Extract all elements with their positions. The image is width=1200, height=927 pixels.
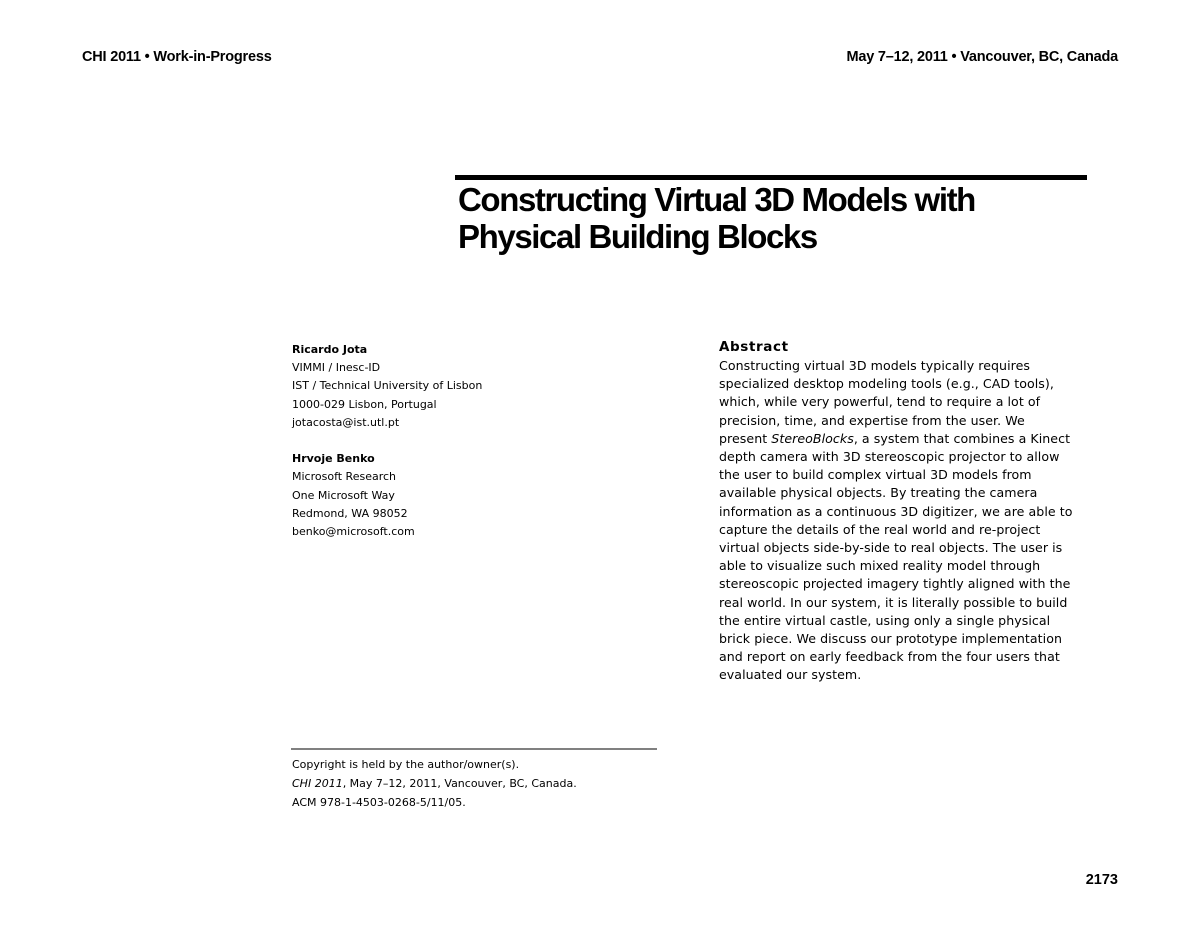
- running-header-left: CHI 2011 • Work-in-Progress: [82, 49, 272, 65]
- abstract-line: information as a continuous 3D digitizer, we are able to: [719, 503, 1073, 519]
- title-rule: [455, 175, 1087, 180]
- abstract-line: available physical objects. By treating the camera: [719, 485, 1038, 501]
- author-block: [292, 341, 482, 432]
- author-email: benko@microsoft.com: [292, 525, 415, 539]
- copyright-block: [292, 755, 577, 812]
- author-address: Redmond, WA 98052: [292, 506, 408, 520]
- abstract-line: brick piece. We discuss our prototype implementation: [719, 631, 1062, 647]
- abstract-line: Constructing virtual 3D models typically requires: [719, 358, 1031, 373]
- author-block: [292, 450, 482, 541]
- abstract-line: depth camera with 3D stereoscopic projector to allow: [719, 449, 1060, 465]
- author-affiliation: Microsoft Research: [292, 470, 397, 484]
- author-affiliation: VIMMI / Inesc-ID: [292, 361, 381, 375]
- copyright-rule: [291, 748, 657, 750]
- conference-details: , May 7–12, 2011, Vancouver, BC, Canada.: [342, 777, 577, 790]
- abstract-line: able to visualize such mixed reality model through: [719, 558, 1041, 574]
- abstract-line: specialized desktop modeling tools (e.g., CAD tools),: [719, 376, 1054, 392]
- paper-title: [458, 181, 1098, 255]
- running-header-right: May 7–12, 2011 • Vancouver, BC, Canada: [846, 49, 1118, 65]
- abstract-line-start: present: [719, 430, 772, 446]
- abstract-line: evaluated our system.: [719, 667, 862, 683]
- author-name: Ricardo Jota: [292, 343, 368, 356]
- page-number: 2173: [1085, 872, 1118, 888]
- abstract-heading: Abstract: [719, 339, 789, 355]
- abstract-line: capture the details of the real world and re-project: [719, 521, 1041, 537]
- abstract-line: which, while very powerful, tend to require a lot of: [719, 394, 1041, 410]
- title-line-2: Physical Building Blocks: [458, 218, 817, 255]
- abstract-line: stereoscopic projected imagery tightly aligned with the: [719, 576, 1071, 592]
- abstract-line: [719, 430, 1089, 448]
- acm-isbn: ACM 978-1-4503-0268-5/11/05.: [292, 796, 466, 809]
- abstract-line: precision, time, and expertise from the user. We: [719, 412, 1025, 428]
- abstract-body: [719, 357, 1089, 685]
- conference-info: [292, 774, 577, 793]
- abstract-section: [719, 337, 1089, 685]
- author-affiliation: IST / Technical University of Lisbon: [292, 379, 483, 393]
- author-address: One Microsoft Way: [292, 488, 395, 502]
- author-name: Hrvoje Benko: [292, 452, 375, 466]
- abstract-line: real world. In our system, it is literally possible to build: [719, 594, 1068, 610]
- author-address: 1000-029 Lisbon, Portugal: [292, 397, 437, 411]
- abstract-line: the user to build complex virtual 3D models from: [719, 467, 1032, 483]
- title-line-1: Constructing Virtual 3D Models with: [458, 181, 975, 218]
- abstract-line: and report on early feedback from the four users that: [719, 649, 1060, 665]
- abstract-line: the entire virtual castle, using only a single physical: [719, 612, 1051, 628]
- copyright-notice: Copyright is held by the author/owner(s).: [292, 758, 520, 771]
- abstract-line: virtual objects side-by-side to real objects. The user is: [719, 540, 1063, 556]
- author-email: jotacosta@ist.utl.pt: [292, 415, 400, 429]
- conference-name: CHI 2011: [292, 777, 343, 790]
- author-list: [292, 341, 482, 559]
- abstract-line-rest: , a system that combines a Kinect: [853, 430, 1071, 446]
- system-name: StereoBlocks: [771, 430, 854, 446]
